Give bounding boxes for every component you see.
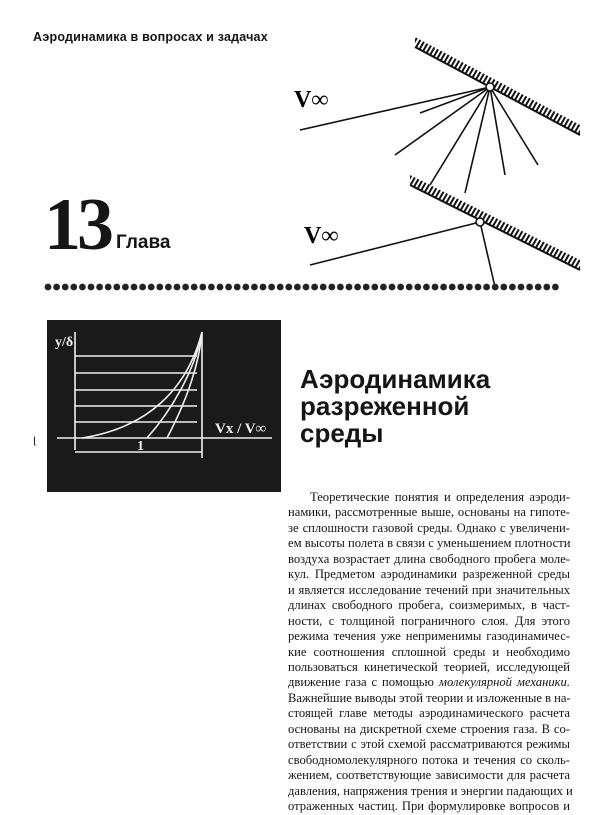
divider-dot bbox=[148, 284, 155, 291]
title-line: среды bbox=[300, 418, 384, 448]
divider-dot bbox=[182, 284, 189, 291]
divider-dot bbox=[397, 284, 404, 291]
plate-top bbox=[415, 37, 580, 135]
molecule-reflection-diagram bbox=[280, 25, 590, 295]
divider-dot bbox=[535, 284, 542, 291]
text-line: намики, рассмотренные выше, основаны на гипоте- bbox=[288, 505, 570, 520]
divider-dot bbox=[389, 284, 396, 291]
divider-dot bbox=[483, 284, 490, 291]
x-axis-label: Vx / V∞ bbox=[215, 421, 267, 437]
divider-dot bbox=[225, 284, 232, 291]
divider-dot bbox=[475, 284, 482, 291]
text-line: жением, соответствующие зависимости для расчета bbox=[288, 768, 570, 783]
divider-dot bbox=[509, 284, 516, 291]
plate-bottom bbox=[410, 175, 580, 270]
divider-dot bbox=[105, 284, 112, 291]
text-line: ем высоты полета в связи с уменьшением плотности bbox=[288, 536, 571, 551]
velocity-label-top: V∞ bbox=[294, 87, 329, 113]
divider-dot bbox=[217, 284, 224, 291]
divider-dot bbox=[337, 284, 344, 291]
divider-dot bbox=[251, 284, 258, 291]
divider-dot bbox=[457, 284, 464, 291]
text-line: ности, с толщиной пограничного слоя. Для этого bbox=[288, 613, 570, 628]
text-line: пользоваться кинетической теорией, исследующей bbox=[288, 659, 570, 674]
text-line: свободномолекулярного потока и течения со сколь- bbox=[288, 752, 570, 767]
divider-dot bbox=[277, 284, 284, 291]
divider-dot bbox=[311, 284, 318, 291]
divider-dot bbox=[423, 284, 430, 291]
chapter-title bbox=[300, 366, 490, 447]
divider-dot bbox=[156, 284, 163, 291]
body-text bbox=[288, 490, 573, 815]
velocity-label-bottom: V∞ bbox=[304, 223, 339, 249]
divider-dot bbox=[363, 284, 370, 291]
divider-dot bbox=[45, 284, 52, 291]
divider-dot bbox=[122, 284, 129, 291]
divider-dot bbox=[354, 284, 361, 291]
divider-dot bbox=[174, 284, 181, 291]
divider-dot bbox=[208, 284, 215, 291]
divider-dot bbox=[543, 284, 550, 291]
divider-dot bbox=[199, 284, 206, 291]
divider-dot bbox=[466, 284, 473, 291]
divider-dot bbox=[320, 284, 327, 291]
text-line: режима течения уже неприменимы газодинамичес- bbox=[288, 629, 570, 644]
text-line: основаны на дискретной схеме строения газа. В со- bbox=[288, 721, 570, 736]
divider-dot bbox=[303, 284, 310, 291]
divider-dot bbox=[88, 284, 95, 291]
text-line: воздуха возрастает длина свободного пробега моле- bbox=[288, 551, 570, 566]
divider-dot bbox=[500, 284, 507, 291]
divider-dot bbox=[432, 284, 439, 291]
text-line: длинах свободного пробега, соизмеримых, в част- bbox=[288, 598, 570, 613]
title-line: разреженной bbox=[300, 391, 470, 421]
divider-dot bbox=[53, 284, 60, 291]
title-line: Аэродинамика bbox=[300, 364, 491, 394]
text-fragment: движение газа с помощью bbox=[288, 675, 434, 690]
text-line bbox=[288, 675, 570, 690]
divider-dot bbox=[492, 284, 499, 291]
running-head: Аэродинамика в вопросах и задачах bbox=[33, 30, 268, 44]
text-line: стоящей главе методы аэродинамического расчета bbox=[288, 706, 570, 721]
divider-dot bbox=[294, 284, 301, 291]
chapter-number: 13 bbox=[44, 184, 110, 266]
text-line: Важнейшие выводы этой теории и изложенные в на- bbox=[288, 690, 571, 705]
text-line: кие соотношения сплошной среды и необходимо bbox=[288, 644, 570, 659]
divider-dot bbox=[260, 284, 267, 291]
boundary-layer-figure bbox=[47, 320, 281, 492]
divider-dot bbox=[62, 284, 69, 291]
divider-dot bbox=[165, 284, 172, 291]
scale-label: 1 bbox=[137, 439, 144, 454]
divider-dot bbox=[70, 284, 77, 291]
italic-term: молекулярной механики. bbox=[438, 675, 570, 690]
y-axis-label: y/δ bbox=[55, 335, 74, 350]
text-line: ответствии с этой схемой рассматриваются режимы bbox=[288, 737, 570, 752]
divider-dot bbox=[131, 284, 138, 291]
divider-dot bbox=[96, 284, 103, 291]
divider-dot bbox=[526, 284, 533, 291]
divider-dot bbox=[449, 284, 456, 291]
text-line: и является исследование течений при значительных bbox=[288, 582, 570, 597]
divider-dot bbox=[371, 284, 378, 291]
divider-dot bbox=[113, 284, 120, 291]
divider-dot bbox=[552, 284, 559, 291]
text-line: кул. Предметом аэродинамики разреженной среды bbox=[288, 567, 570, 582]
text-line: зе сплошности газовой среды. Однако с увеличени- bbox=[288, 520, 570, 535]
divider-dot bbox=[242, 284, 249, 291]
margin-mark: ⌊ bbox=[33, 436, 37, 447]
divider-dot bbox=[139, 284, 146, 291]
dotted-divider bbox=[44, 281, 564, 293]
divider-dot bbox=[380, 284, 387, 291]
divider-dot bbox=[285, 284, 292, 291]
divider-dot bbox=[440, 284, 447, 291]
text-line: Теоретические понятия и определения аэроди- bbox=[310, 490, 570, 504]
divider-dot bbox=[406, 284, 413, 291]
text-line: давления, напряжения трения и энергии падающих и bbox=[288, 783, 573, 798]
divider-dot bbox=[234, 284, 241, 291]
divider-dot bbox=[191, 284, 198, 291]
divider-dot bbox=[518, 284, 525, 291]
divider-dot bbox=[346, 284, 353, 291]
divider-dot bbox=[268, 284, 275, 291]
text-line: отраженных частиц. При формулировке вопросов и bbox=[288, 799, 570, 814]
divider-dot bbox=[79, 284, 86, 291]
chapter-word: Глава bbox=[116, 232, 171, 253]
divider-dot bbox=[328, 284, 335, 291]
divider-dot bbox=[414, 284, 421, 291]
